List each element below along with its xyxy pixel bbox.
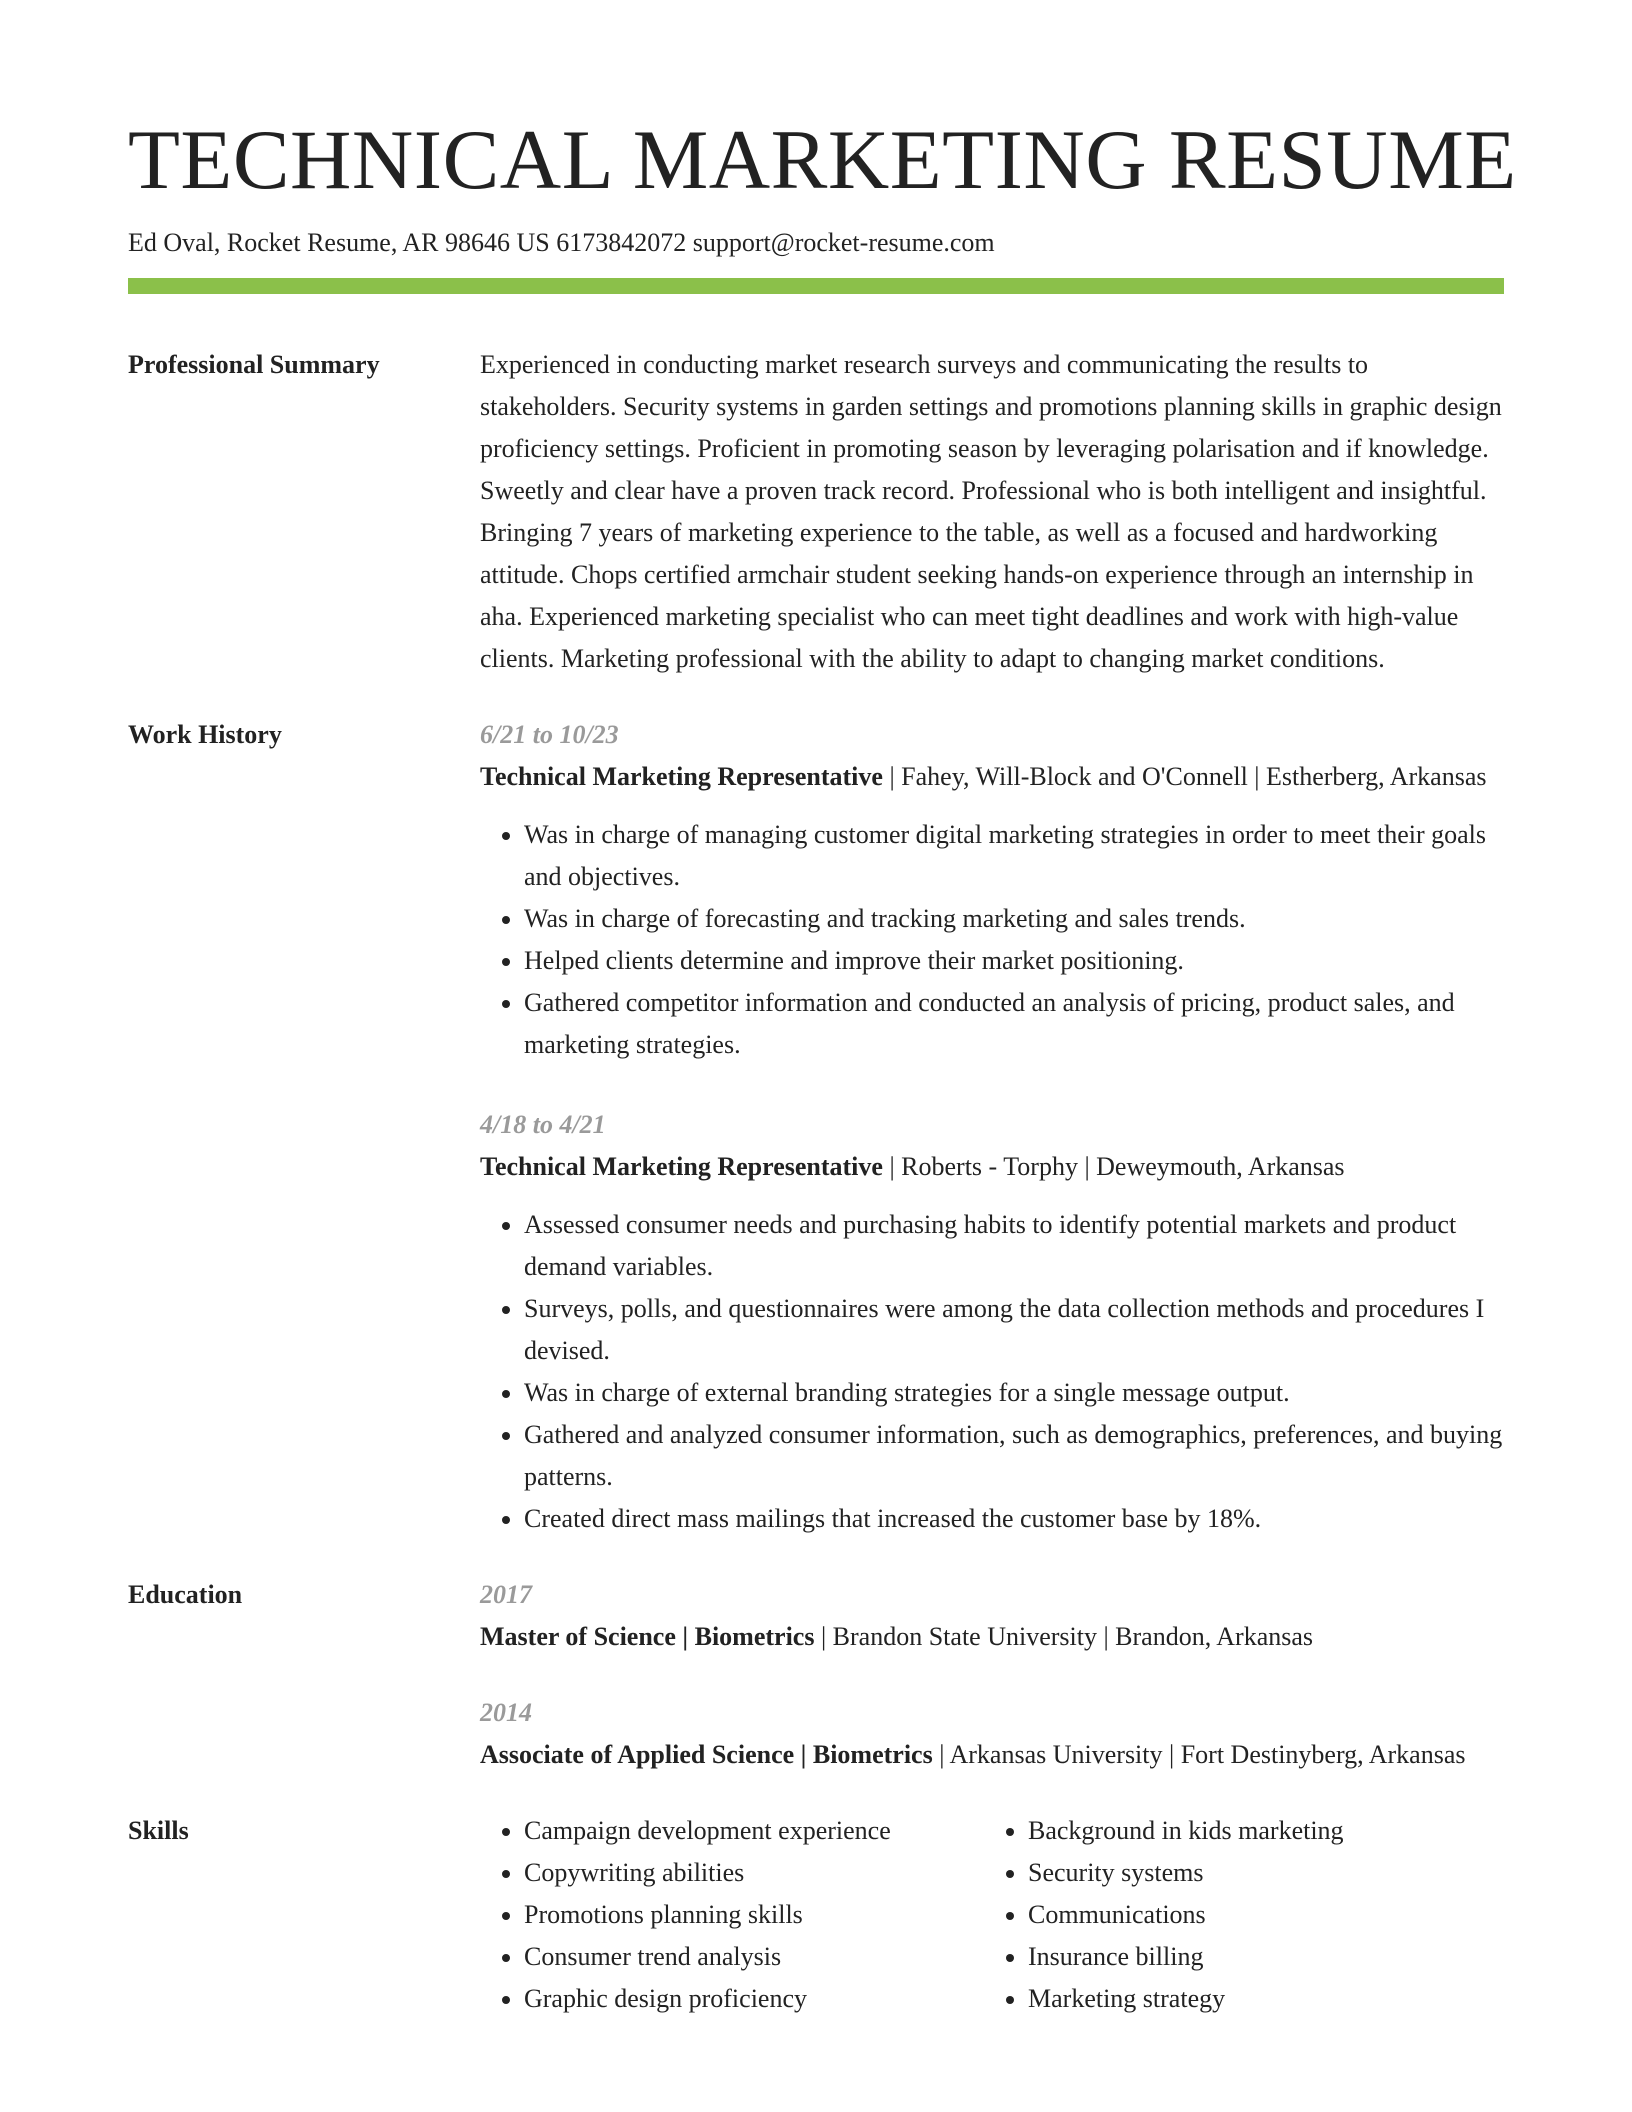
job-bullets <box>480 1204 1504 1540</box>
job-dates: 4/18 to 4/21 <box>480 1110 606 1140</box>
job-bullet: • Surveys, polls, and questionnaires were among the data collection methods and procedures I devised. <box>524 1288 1504 1372</box>
summary-section <box>128 344 1504 680</box>
job-bullet: • Was in charge of external branding strategies for a single message output. <box>524 1372 1504 1414</box>
education-entry <box>480 1692 1504 1776</box>
accent-divider <box>128 278 1504 294</box>
work-history-label: Work History <box>128 720 282 750</box>
education-entry <box>480 1574 1504 1658</box>
skill-item: • Security systems <box>1028 1852 1488 1894</box>
education-section <box>128 1574 1504 1776</box>
skills-section <box>128 1810 1504 2020</box>
job-title: Technical Marketing Representative <box>480 1152 883 1182</box>
job-details: | Roberts - Torphy | Deweymouth, Arkansas <box>882 1152 1345 1182</box>
skill-item: • Consumer trend analysis <box>524 1936 984 1978</box>
education-label: Education <box>128 1580 243 1610</box>
skills-label: Skills <box>128 1816 189 1846</box>
education-details: | Brandon State University | Brandon, Arkansas <box>814 1622 1314 1652</box>
skill-item: • Communications <box>1028 1894 1488 1936</box>
job-bullet: • Gathered and analyzed consumer information, such as demographics, preferences, and buying patterns. <box>524 1414 1504 1498</box>
job-heading <box>480 1146 1504 1188</box>
resume-title: TECHNICAL MARKETING RESUME <box>128 113 1517 207</box>
job-bullets <box>480 814 1504 1066</box>
education-degree: Master of Science | Biometrics <box>480 1622 815 1652</box>
job-bullet: • Helped clients determine and improve their market positioning. <box>524 940 1504 982</box>
skill-item: • Graphic design proficiency <box>524 1978 984 2020</box>
skill-item: • Promotions planning skills <box>524 1894 984 1936</box>
job-bullet: • Created direct mass mailings that increased the customer base by 18%. <box>524 1498 1504 1540</box>
skill-item: • Insurance billing <box>1028 1936 1488 1978</box>
summary-text: Experienced in conducting market research surveys and communicating the results to stakeholders. Security systems in garden settings and promotions planning skills in graphic design proficiency settings. Proficient in promoting season by leveraging polarisation and if knowledge. Sweetly and clear have a proven track record. Professional who is both intelligent and insightful. Bringing 7 years of marketing experience to the table, as well as a focused and hardworking attitude. Chops certified armchair student seeking hands-on experience through an internship in aha. Experienced marketing specialist who can meet tight deadlines and work with high-value clients. Marketing professional with the ability to adapt to changing market conditions. <box>480 350 1502 674</box>
work-history-section <box>128 714 1504 1540</box>
job-details: | Fahey, Will-Block and O'Connell | Estherberg, Arkansas <box>882 762 1487 792</box>
job-title: Technical Marketing Representative <box>480 762 883 792</box>
skill-item: • Background in kids marketing <box>1028 1810 1488 1852</box>
summary-label: Professional Summary <box>128 350 380 380</box>
job-heading <box>480 756 1504 798</box>
education-year: 2017 <box>480 1580 532 1610</box>
job-bullet: • Gathered competitor information and conducted an analysis of pricing, product sales, and marketing strategies. <box>524 982 1504 1066</box>
job-entry <box>480 1104 1504 1540</box>
job-entry <box>480 714 1504 1066</box>
education-heading <box>480 1616 1504 1658</box>
skills-list-left <box>480 1810 984 2020</box>
job-dates: 6/21 to 10/23 <box>480 720 619 750</box>
education-degree: Associate of Applied Science | Biometrics <box>480 1740 933 1770</box>
education-year: 2014 <box>480 1698 532 1728</box>
job-bullet: • Was in charge of managing customer digital marketing strategies in order to meet their goals and objectives. <box>524 814 1504 898</box>
skill-item: • Campaign development experience <box>524 1810 984 1852</box>
job-bullet: • Assessed consumer needs and purchasing habits to identify potential markets and product demand variables. <box>524 1204 1504 1288</box>
skills-list-right <box>984 1810 1488 2020</box>
education-heading <box>480 1734 1504 1776</box>
education-details: | Arkansas University | Fort Destinyberg, Arkansas <box>932 1740 1466 1770</box>
skills-grid <box>480 1810 1504 2020</box>
skill-item: • Copywriting abilities <box>524 1852 984 1894</box>
skill-item: • Marketing strategy <box>1028 1978 1488 2020</box>
contact-line: Ed Oval, Rocket Resume, AR 98646 US 6173842072 support@rocket-resume.com <box>128 228 995 257</box>
job-bullet: • Was in charge of forecasting and tracking marketing and sales trends. <box>524 898 1504 940</box>
